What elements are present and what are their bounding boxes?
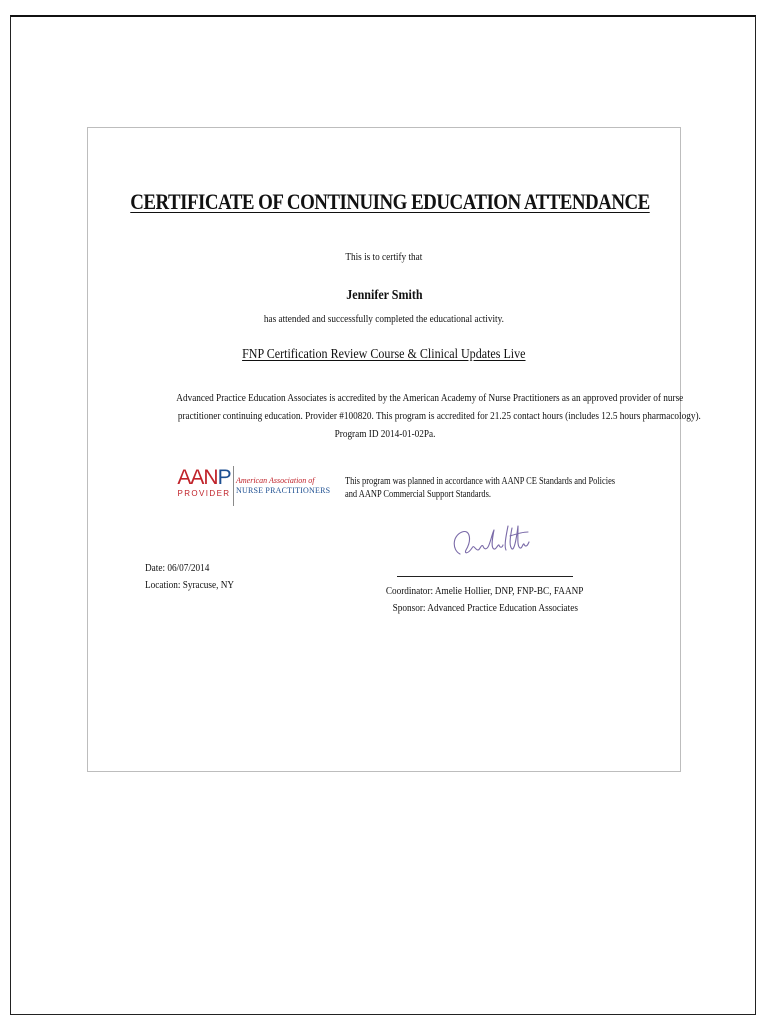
recipient-name: Jennifer Smith — [345, 288, 423, 303]
standards-note-line-1: This program was planned in accordance with AANP CE Standards and Policies — [345, 476, 616, 487]
aanp-org-line-1: American Association of — [236, 476, 315, 485]
course-title: FNP Certification Review Course & Clinical Updates Live — [242, 347, 526, 362]
accreditation-line-3: Program ID 2014-01-02Pa. — [334, 428, 436, 440]
standards-note — [345, 475, 667, 501]
sponsor-name: Sponsor: Advanced Practice Education Associates — [392, 602, 578, 614]
aanp-logo-mark — [176, 468, 232, 500]
signature-line — [397, 576, 573, 577]
certificate-title — [88, 180, 680, 217]
accreditation-line-1: Advanced Practice Education Associates is accredited by the American Academy of Nurse Practitioners as an approved provider of nurse — [176, 392, 684, 404]
aanp-org-name — [236, 476, 330, 496]
event-details — [145, 560, 251, 594]
event-date: Date: 06/07/2014 — [145, 562, 210, 574]
coordinator-signature — [446, 520, 536, 564]
aanp-provider-label: PROVIDER — [177, 489, 231, 498]
standards-note-line-2: and AANP Commercial Support Standards. — [345, 489, 491, 500]
attendance-statement: has attended and successfully completed the educational activity. — [263, 313, 505, 325]
aanp-provider-logo — [176, 466, 331, 506]
certify-intro: This is to certify that — [345, 251, 423, 263]
signature-caption — [358, 583, 612, 617]
aanp-org-line-2: NURSE PRACTITIONERS — [236, 486, 331, 495]
accreditation-line-2: practitioner continuing education. Provider #100820. This program is accredited for 21.25 contact hours (includes 12.5 hours pharmacology). — [177, 410, 701, 422]
aanp-wordmark: AANP — [177, 466, 231, 489]
certificate-title-text: CERTIFICATE OF CONTINUING EDUCATION ATTENDANCE — [130, 189, 650, 214]
certificate — [87, 127, 701, 772]
coordinator-name: Coordinator: Amelie Hollier, DNP, FNP-BC, FAANP — [386, 585, 584, 597]
event-location: Location: Syracuse, NY — [145, 579, 235, 591]
logo-divider — [233, 466, 234, 506]
accreditation-statement — [128, 389, 701, 443]
